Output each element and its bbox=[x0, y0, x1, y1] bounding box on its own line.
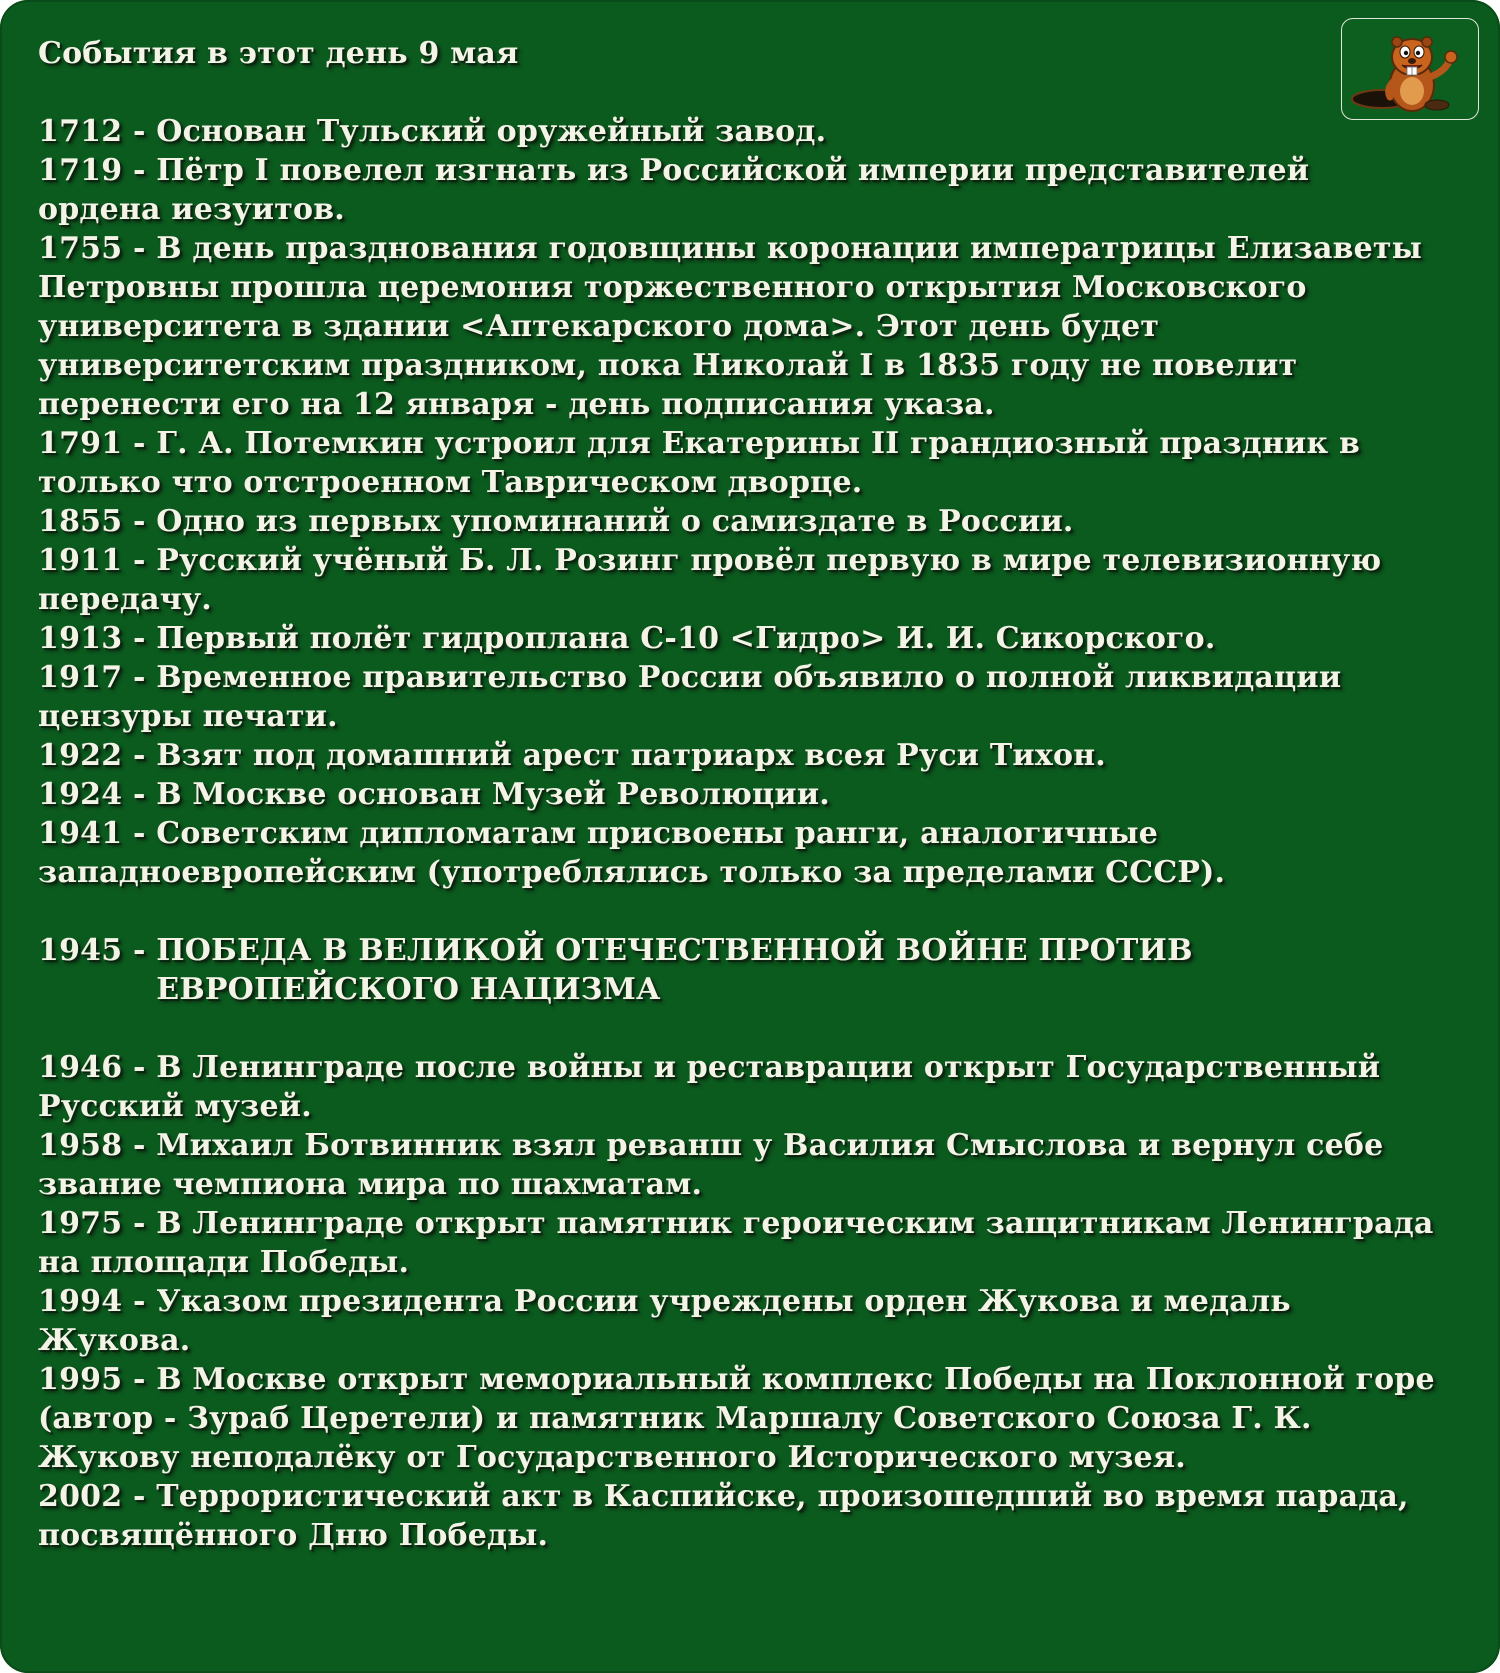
event-item: 1994 - Указом президента России учреждены орден Жукова и медаль Жукова. bbox=[38, 1284, 1291, 1358]
event-item: 2002 - Террористический акт в Каспийске, произошедший во время парада, посвящённого Дню Победы. bbox=[38, 1479, 1409, 1553]
victory-text: ПОБЕДА В ВЕЛИКОЙ ОТЕЧЕСТВЕННОЙ ВОЙНЕ ПРОТИВ ЕВРОПЕЙСКОГО НАЦИЗМА bbox=[156, 933, 1193, 1007]
spacer bbox=[38, 1009, 1438, 1048]
victory-event bbox=[38, 931, 1438, 1009]
event-item: 1917 - Временное правительство России объявило о полной ликвидации цензуры печати. bbox=[38, 660, 1342, 734]
event-item: 1913 - Первый полёт гидроплана С-10 <Гидро> И. И. Сикорского. bbox=[38, 621, 1216, 656]
event-item: 1924 - В Москве основан Музей Революции. bbox=[38, 777, 830, 812]
event-item: 1941 - Советским дипломатам присвоены ранги, аналогичные западноевропейским (употреблялись только за пределами СССР). bbox=[38, 816, 1226, 890]
event-item: 1911 - Русский учёный Б. Л. Розинг провёл первую в мире телевизионную передачу. bbox=[38, 543, 1382, 617]
spacer bbox=[38, 892, 1438, 931]
event-item: 1995 - В Москве открыт мемориальный комплекс Победы на Поклонной горе (автор - Зураб Церетели) и памятник Маршалу Советского Союза Г. К. Жукову неподалёку от Государственного Исторического музея. bbox=[38, 1362, 1435, 1475]
event-item: 1922 - Взят под домашний арест патриарх всея Руси Тихон. bbox=[38, 738, 1106, 773]
page-title: События в этот день 9 мая bbox=[38, 36, 519, 71]
event-item: 1946 - В Ленинграде после войны и реставрации открыт Государственный Русский музей. bbox=[38, 1050, 1381, 1124]
events-content bbox=[38, 34, 1438, 1555]
event-item: 1958 - Михаил Ботвинник взял реванш у Василия Смыслова и вернул себе звание чемпиона мира по шахматам. bbox=[38, 1128, 1384, 1202]
logo-badge bbox=[1341, 18, 1479, 120]
events-list-before bbox=[38, 112, 1438, 892]
event-item: 1719 - Пётр I повелел изгнать из Российской империи представителей ордена иезуитов. bbox=[38, 153, 1310, 227]
event-item: 1755 - В день празднования годовщины коронации императрицы Елизаветы Петровны прошла церемония торжественного открытия Московского университета в здании <Аптекарского дома>. Этот день будет университетским праздником, пока Николай I в 1835 году не повелит перенести его на 12 января - день подписания указа. bbox=[38, 231, 1422, 422]
beaver-icon bbox=[1342, 19, 1480, 121]
event-item: 1975 - В Ленинграде открыт памятник героическим защитникам Ленинграда на площади Победы. bbox=[38, 1206, 1434, 1280]
events-list-after bbox=[38, 1048, 1438, 1555]
victory-year: 1945 - bbox=[38, 933, 157, 968]
event-item: 1791 - Г. А. Потемкин устроил для Екатерины II грандиозный праздник в только что отстроенном Таврическом дворце. bbox=[38, 426, 1361, 500]
event-item: 1855 - Одно из первых упоминаний о самиздате в России. bbox=[38, 504, 1074, 539]
event-item: 1712 - Основан Тульский оружейный завод. bbox=[38, 114, 827, 149]
